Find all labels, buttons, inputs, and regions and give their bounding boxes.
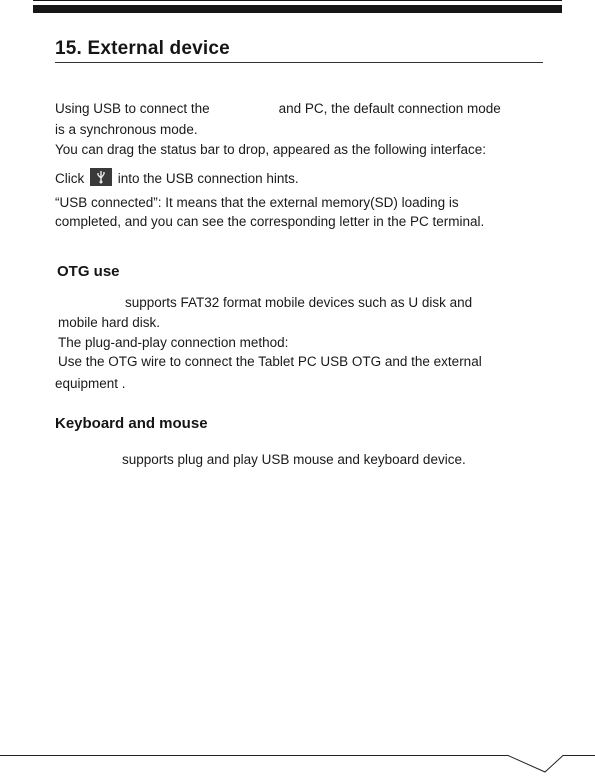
header-bar [33,5,562,13]
otg-line-3: The plug-and-play connection method: [58,335,289,350]
header-thin-rule [33,0,562,1]
usb-connected-line-1: “USB connected”: It means that the external memory(SD) loading is [55,195,459,210]
otg-line-1: supports FAT32 format mobile devices such as U disk and [125,295,473,310]
section-title: 15. External device [55,38,230,59]
otg-line-5: equipment . [55,376,126,391]
usb-paragraph-line-1 [55,101,501,117]
otg-line-4: Use the OTG wire to connect the Tablet PC USB OTG and the external [58,354,482,369]
usb-icon [90,168,112,186]
footer-rule [0,750,595,780]
usb-line1-end: and PC, the default connection mode [278,101,501,116]
usb-line1-start: Using USB to connect the [55,101,210,116]
usb-paragraph-line-3: You can drag the status bar to drop, appeared as the following interface: [55,142,487,157]
otg-heading: OTG use [57,263,120,280]
otg-line-2: mobile hard disk. [58,315,161,330]
click-text: Click [55,171,85,186]
keyboard-heading: Keyboard and mouse [55,415,208,432]
keyboard-line-1: supports plug and play USB mouse and keyboard device. [122,452,466,467]
title-underline [55,62,543,63]
usb-click-line [55,168,299,187]
usb-paragraph-line-2: is a synchronous mode. [55,122,198,137]
click-hint-text: into the USB connection hints. [117,171,299,186]
usb-connected-line-2: completed, and you can see the corresponding letter in the PC terminal. [55,214,485,229]
